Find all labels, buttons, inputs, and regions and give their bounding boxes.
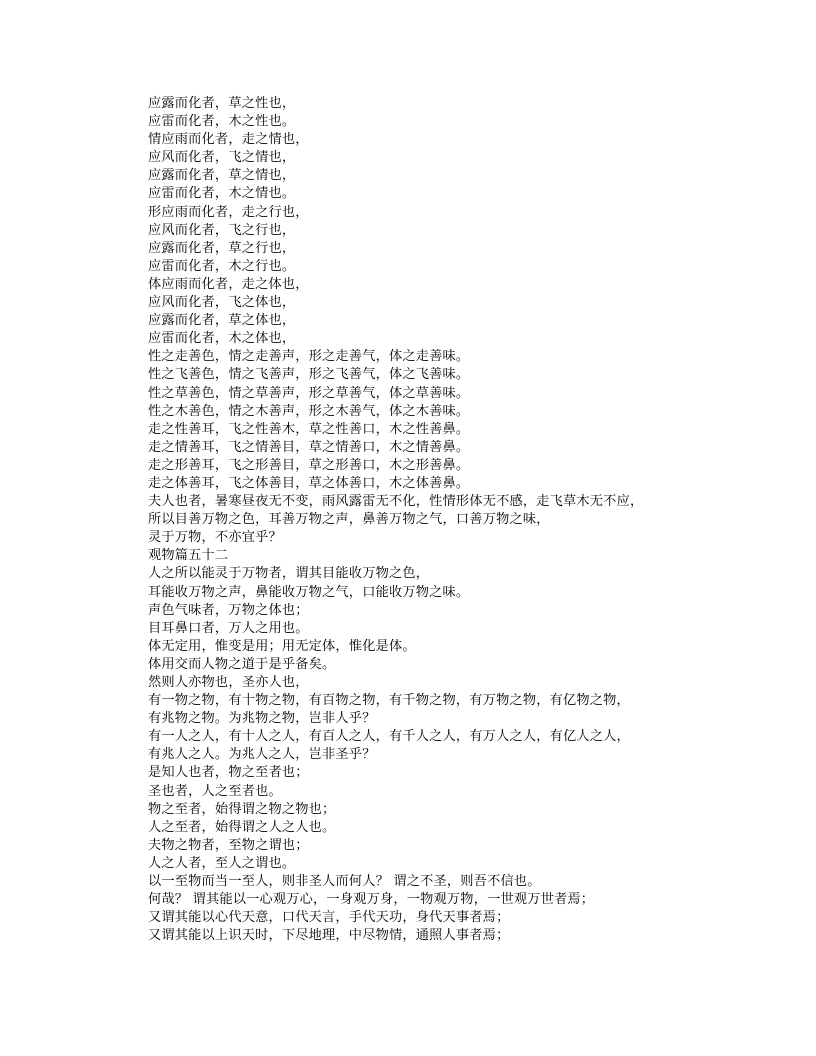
text-line: 应雷而化者，木之情也。 bbox=[148, 186, 296, 202]
text-line: 走之性善耳，飞之性善木，草之性善口，木之性善鼻。 bbox=[148, 421, 470, 437]
text-line: 耳能收万物之声，鼻能收万物之气，口能收万物之味。 bbox=[148, 584, 470, 600]
text-line: 有兆人之人。为兆人之人，岂非圣乎？ bbox=[148, 747, 376, 763]
text-line: 物之至者，始得谓之物之物也； bbox=[148, 801, 336, 817]
text-line: 应露而化者，草之情也， bbox=[148, 168, 296, 184]
text-line: 应露而化者，草之体也， bbox=[148, 313, 296, 329]
text-line: 应雷而化者，木之行也。 bbox=[148, 258, 296, 274]
text-line: 应雷而化者，木之体也， bbox=[148, 331, 296, 347]
text-line: 夫物之物者，至物之谓也； bbox=[148, 837, 309, 853]
text-line: 有一人之人，有十人之人，有百人之人，有千人之人，有万人之人，有亿人之人， bbox=[148, 729, 630, 745]
text-line: 人之人者，至人之谓也。 bbox=[148, 855, 296, 871]
text-line: 性之飞善色，情之飞善声，形之飞善气，体之飞善味。 bbox=[148, 367, 470, 383]
document-body bbox=[148, 95, 788, 945]
text-line: 人之至者，始得谓之人之人也。 bbox=[148, 819, 336, 835]
text-line: 何哉？ 谓其能以一心观万心，一身观万身，一物观万物，一世观万世者焉； bbox=[148, 892, 595, 908]
text-line: 声色气味者，万物之体也； bbox=[148, 602, 309, 618]
text-line: 应露而化者，草之性也， bbox=[148, 96, 296, 111]
text-line: 体用交而人物之道于是乎备矣。 bbox=[148, 656, 336, 672]
text-line: 又谓其能以心代天意，口代天言，手代天功，身代天事者焉； bbox=[148, 910, 510, 926]
text-line: 圣也者，人之至者也。 bbox=[148, 783, 282, 799]
text-line: 走之情善耳，飞之情善目，草之情善口，木之情善鼻。 bbox=[148, 439, 470, 455]
text-line: 情应雨而化者，走之情也， bbox=[148, 132, 309, 148]
text-line: 又谓其能以上识天时，下尽地理，中尽物情，通照人事者焉； bbox=[148, 928, 510, 944]
text-line: 是知人也者，物之至者也； bbox=[148, 765, 309, 781]
text-line: 性之木善色，情之木善声，形之木善气，体之木善味。 bbox=[148, 403, 470, 419]
text-line: 应露而化者，草之行也， bbox=[148, 240, 296, 256]
text-line: 应风而化者，飞之情也， bbox=[148, 150, 296, 166]
text-line: 体无定用，惟变是用；用无定体，惟化是体。 bbox=[148, 638, 416, 654]
text-line: 形应雨而化者，走之行也， bbox=[148, 204, 309, 220]
text-line: 性之草善色，情之草善声，形之草善气，体之草善味。 bbox=[148, 385, 470, 401]
text-line: 走之体善耳，飞之体善目，草之体善口，木之体善鼻。 bbox=[148, 475, 470, 491]
text-line: 观物篇五十二 bbox=[148, 548, 229, 564]
text-line: 应雷而化者，木之性也。 bbox=[148, 114, 296, 130]
text-line: 目耳鼻口者，万人之用也。 bbox=[148, 620, 309, 636]
text-line: 以一至物而当一至人，则非圣人而何人？ 谓之不圣，则吾不信也。 bbox=[148, 874, 541, 890]
text-line: 走之形善耳，飞之形善目，草之形善口，木之形善鼻。 bbox=[148, 457, 470, 473]
text-line: 体应雨而化者，走之体也， bbox=[148, 276, 309, 292]
text-line: 然则人亦物也，圣亦人也， bbox=[148, 675, 309, 690]
text-line: 夫人也者，暑寒昼夜无不变，雨风露雷无不化，性情形体无不感，走飞草木无不应， bbox=[148, 494, 644, 510]
text-line: 所以目善万物之色，耳善万物之声，鼻善万物之气，口善万物之味， bbox=[148, 512, 550, 528]
text-line: 灵于万物，不亦宜乎？ bbox=[148, 530, 282, 546]
text-line: 有兆物之物。为兆物之物，岂非人乎？ bbox=[148, 711, 376, 727]
text-line: 性之走善色，情之走善声，形之走善气，体之走善味。 bbox=[148, 349, 470, 365]
text-line: 应风而化者，飞之行也， bbox=[148, 222, 296, 238]
text-line: 人之所以能灵于万物者，谓其目能收万物之色， bbox=[148, 566, 430, 582]
text-line: 应风而化者，飞之体也， bbox=[148, 295, 296, 311]
text-line: 有一物之物，有十物之物，有百物之物，有千物之物，有万物之物，有亿物之物， bbox=[148, 693, 630, 709]
